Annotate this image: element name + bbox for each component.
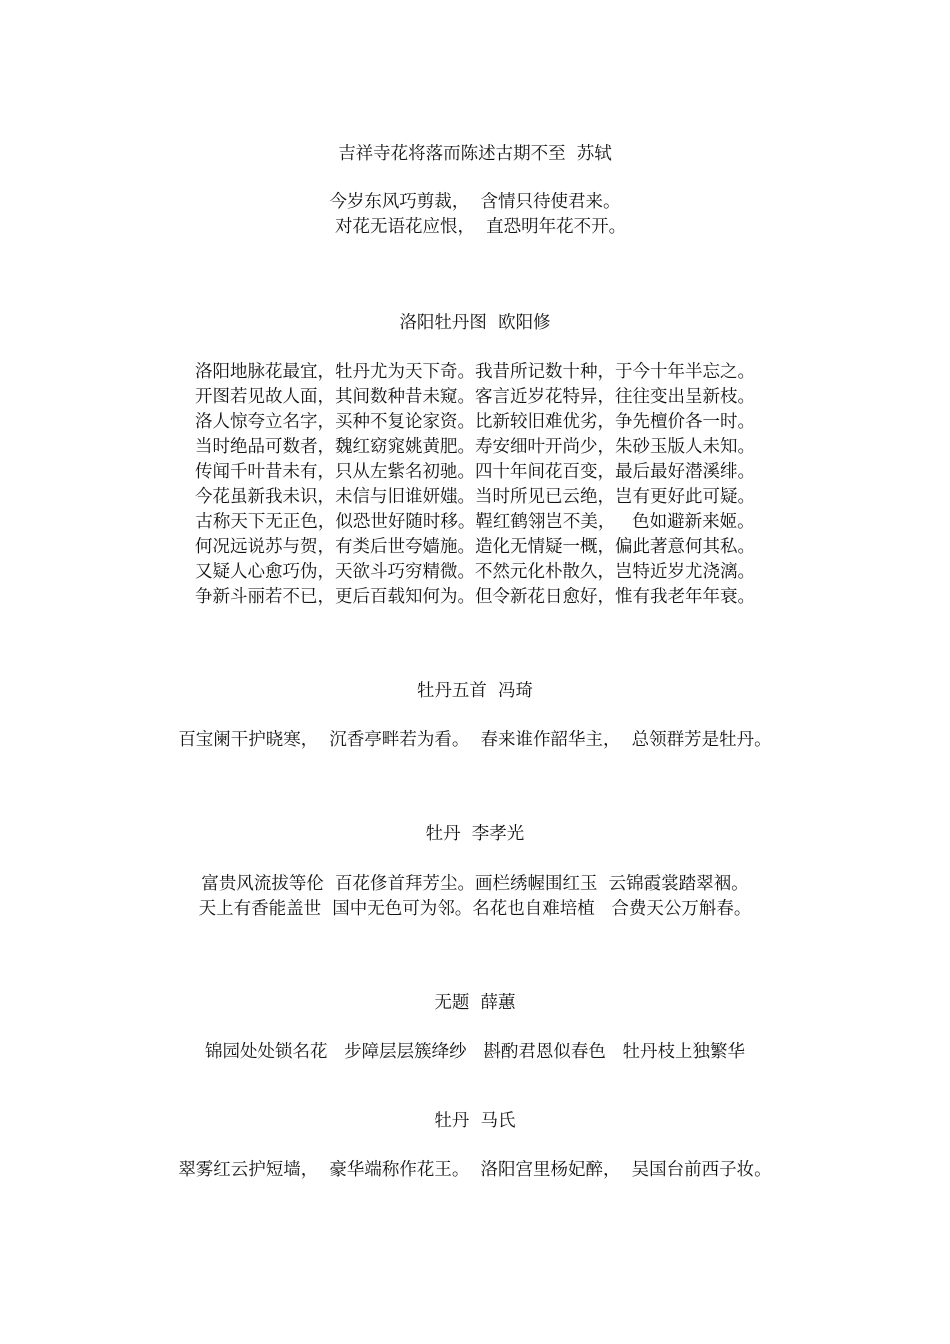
poem-line: 洛阳地脉花最宜，牡丹尤为天下奇。我昔所记数十种，于今十年半忘之。 xyxy=(195,362,755,382)
poem-line: 富贵风流拔等伦 百花俢首拜芳尘。画栏绣幄围红玉 云锦霞裳踏翠裀。 xyxy=(201,874,749,894)
poem-title: 吉祥寺花将落而陈述古期不至 苏轼 xyxy=(338,144,612,164)
poem-line: 今花虽新我未识，未信与旧谁妍媸。当时所见已云绝，岂有更好此可疑。 xyxy=(195,487,755,507)
poem-title: 洛阳牡丹图 欧阳修 xyxy=(399,313,551,333)
poem-line: 百宝阑干护晓寒， 沉香亭畔若为看。 春来谁作韶华主， 总领群芳是牡丹。 xyxy=(178,730,772,750)
poem-line: 今岁东风巧剪裁， 含情只待使君来。 xyxy=(329,192,621,212)
poem-line: 又疑人心愈巧伪，天欲斗巧穷精微。不然元化朴散久，岂特近岁尤浇漓。 xyxy=(195,562,755,582)
poem-line: 锦园处处锁名花 步障层层簇绛纱 斟酌君恩似春色 牡丹枝上独繁华 xyxy=(204,1042,746,1062)
poem-title: 牡丹五首 冯琦 xyxy=(416,681,534,701)
poem-line: 洛人惊夸立名字，买种不复论家资。比新较旧难优劣，争先檀价各一时。 xyxy=(195,412,755,432)
poem-title: 无题 薛蕙 xyxy=(434,993,516,1013)
poem-line: 传闻千叶昔未有，只从左紫名初驰。四十年间花百变，最后最好潜溪绯。 xyxy=(195,462,755,482)
poem-line: 古称天下无正色，似恐世好随时移。鞓红鹤翎岂不美， 色如避新来姬。 xyxy=(195,512,755,532)
poem-title: 牡丹 马氏 xyxy=(434,1111,516,1131)
poem-line: 翠雾红云护短墙， 豪华端称作花王。 洛阳宫里杨妃醉， 吴国台前西子妆。 xyxy=(178,1160,772,1180)
poem-line: 当时绝品可数者，魏红窈窕姚黄肥。寿安细叶开尚少，朱砂玉版人未知。 xyxy=(195,437,755,457)
poem-line: 何况远说苏与贺，有类后世夸嫱施。造化无情疑一概，偏此著意何其私。 xyxy=(195,537,755,557)
poem-title: 牡丹 李孝光 xyxy=(425,824,525,844)
poem-line: 开图若见故人面，其间数种昔未窥。客言近岁花特异，往往变出呈新枝。 xyxy=(195,387,755,407)
poem-line: 对花无语花应恨， 直恐明年花不开。 xyxy=(323,217,627,237)
poem-line: 天上有香能盖世 国中无色可为邻。名花也自难培植 合费天公万斛春。 xyxy=(198,899,752,919)
poem-line: 争新斗丽若不已，更后百载知何为。但令新花日愈好，惟有我老年年衰。 xyxy=(195,587,755,607)
